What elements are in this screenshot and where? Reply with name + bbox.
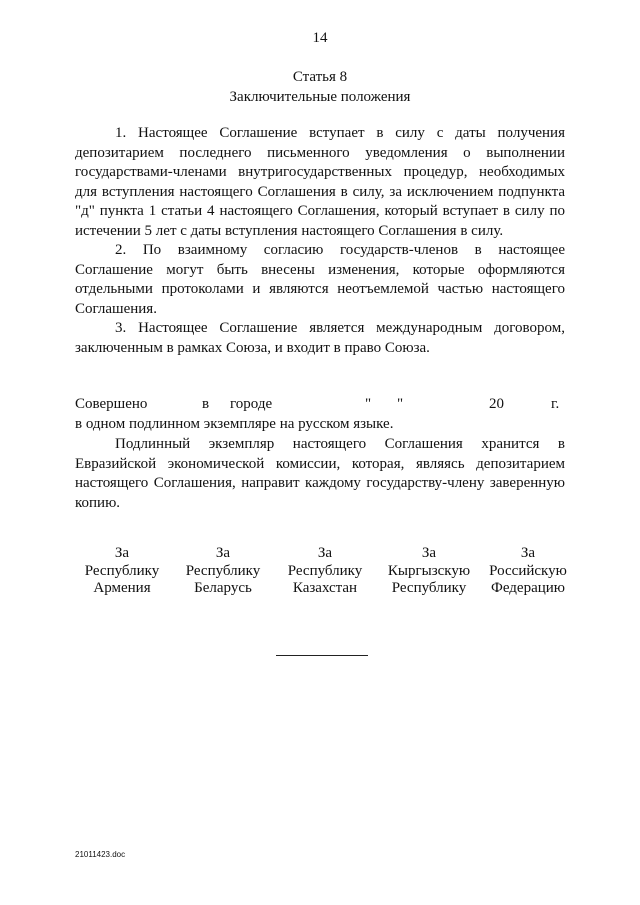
signature-za: За [215,545,231,561]
end-separator-line [276,655,368,656]
signature-line1: Республику [185,562,261,579]
done-word: Совершено [75,396,148,412]
year-suffix: г. [551,396,560,412]
page-number: 14 [312,30,328,46]
year-prefix: 20 [489,396,504,412]
signature-line1: Российскую [489,562,567,579]
signature-line2: Беларусь [194,580,252,596]
signature-line1: Республику [84,562,160,579]
article-body [75,124,565,358]
done-city: городе [230,396,273,412]
signature-line1: Кыргызскую [387,562,471,579]
signature-block [70,545,580,605]
copy-language-line: в одном подлинном экземпляре на русском языке. [75,416,394,432]
done-in: в [202,396,210,412]
signature-line2: Армения [93,580,151,596]
signature-za: За [114,545,130,561]
signature-belarus [171,545,275,598]
signature-line2: Республику [391,580,467,596]
signature-line2: Казахстан [292,580,358,596]
quote-close: " [397,396,404,412]
paragraph-3: 3. Настоящее Соглашение является международным договором, заключенным в рамках Союза, и входит в право Союза. [75,320,565,356]
footer-filename: 21011423.doc [75,850,126,859]
signing-place-line [75,396,565,416]
signature-kyrgyzstan [377,545,481,598]
paragraph-1: 1. Настоящее Соглашение вступает в силу с даты получения депозитарием последнего письменного уведомления о выполнении государствами-членами внутригосударственных процедур, необходимых для вступления настоящего Соглашения в силу, за исключением подпункта "д" пункта 1 статьи 4 настоящего Соглашения, который вступает в силу по истечении 5 лет с даты вступления настоящего Соглашения в силу. [75,125,565,239]
quote-open: " [365,396,372,412]
original-copy-paragraph: Подлинный экземпляр настоящего Соглашения хранится в Евразийской экономической комиссии, которая, являясь депозитарием настоящего Соглашения, направит каждому государству-члену заверенную копию. [75,436,565,511]
signature-za: За [520,545,536,561]
article-number: Статья 8 [292,69,348,85]
signature-line1: Республику [287,562,363,579]
article-title: Заключительные положения [229,89,411,105]
signature-za: За [421,545,437,561]
signature-za: За [317,545,333,561]
paragraph-2: 2. По взаимному согласию государств-членов в настоящее Соглашение могут быть внесены изменения, которые оформляются отдельными протоколами и являются неотъемлемой частью настоящего Соглашения. [75,242,565,317]
signature-kazakhstan [273,545,377,598]
signature-russia [476,545,580,598]
signature-line2: Федерацию [490,580,566,596]
signature-armenia [70,545,174,598]
article-heading [0,67,640,107]
